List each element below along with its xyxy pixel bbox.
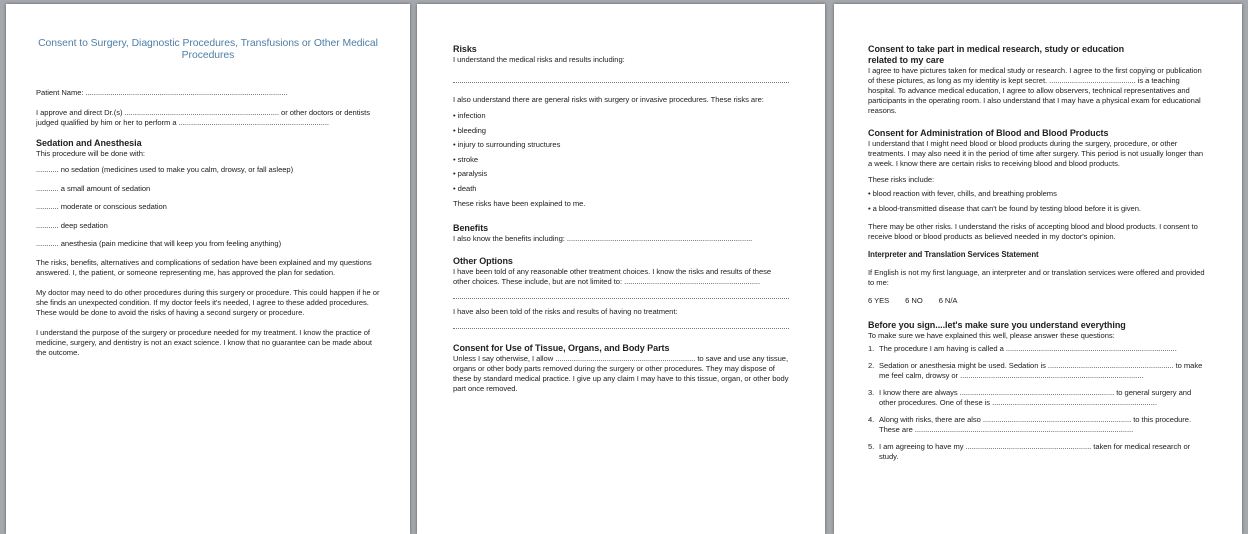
benefits-heading: Benefits <box>453 222 489 233</box>
risks-intro: I understand the medical risks and results including: <box>453 55 625 64</box>
interpreter-options <box>868 296 1208 306</box>
risk-item: • bleeding <box>453 125 486 135</box>
fill-in-line <box>453 75 789 83</box>
question-item <box>868 442 1208 462</box>
option-yes: 6 YES <box>868 295 890 305</box>
question-text: Along with risks, there are also ........................................................................ to this procedure. These are .......................................................................................................... <box>879 414 1192 434</box>
purpose-paragraph: I understand the purpose of the surgery or procedure needed for my treatment. I know the practice of medicine, surgery, and dentistry is not an exact science. I know that no guarantee can be made about the outcome. <box>36 327 372 357</box>
before-you-sign-intro: To make sure we have explained this well, please answer these questions: <box>868 330 1115 340</box>
question-number: 2. <box>868 360 875 370</box>
risk-item: • paralysis <box>453 169 488 179</box>
risk-item: • death <box>453 183 477 193</box>
research-text: I agree to have pictures taken for medical study or research. I agree to the first copying or publication of these pictures, as long as my identity is kept secret. .......................................... is a teaching hospital. To advance medical education, I agree to allow observers, technical representatives and participants in the operating room. I also understand that I may have a physical exam for educational reasons. <box>868 66 1202 115</box>
before-you-sign-heading: Before you sign....let's make sure you understand everything <box>868 319 1126 330</box>
question-text: The procedure I am having is called a ................................................................................... <box>879 343 1177 353</box>
question-text: I know there are always ........................................................................... to general surgery and other procedures. One of these is ................................................................................ <box>879 387 1192 407</box>
research-heading-cont: related to my care <box>868 55 945 65</box>
blood-risk-item: • blood reaction with fever, chills, and breathing problems <box>868 189 1057 198</box>
option-na: 6 N/A <box>938 295 958 305</box>
document-page-2 <box>417 4 825 534</box>
document-page-3 <box>834 4 1242 534</box>
option-no: 6 NO <box>905 295 923 305</box>
blood-consent-text: I understand that I might need blood or blood products during the surgery, procedure, or other treatments. I may also need it in the period of time after surgery. This period is not usually longer than a week. I know there are certain risks to receiving blood and blood products. <box>868 139 1204 168</box>
sedation-option: ........... no sedation (medicines used to make you calm, drowsy, or fall asleep) <box>36 165 294 174</box>
other-options-heading: Other Options <box>453 255 513 266</box>
question-text: Sedation or anesthesia might be used. Sedation is ............................................................. to make me feel calm, drowsy or ......................................................................................... <box>879 360 1203 380</box>
tissue-consent-text: Unless I say otherwise, I allow .................................................................... to save and use any tissue, organs or other body parts removed during the surgery or other procedures. They may dispose of these by standard medical practice. I give up any claim I may have to this tissue, organ, or other body part once removed. <box>453 353 789 393</box>
blood-risk-item: • a blood-transmitted disease that can't be found by testing blood before it is given. <box>868 203 1141 213</box>
question-item <box>868 344 1208 354</box>
sedation-options-list <box>36 165 380 249</box>
question-item <box>868 415 1208 435</box>
patient-name-field: Patient Name: .................................................................................................. <box>36 88 288 97</box>
question-item <box>868 388 1208 408</box>
sedation-risks-paragraph: The risks, benefits, alternatives and complications of sedation have been explained and my questions answered. I, the patient, or someone representing me, has approved the plan for sedation. <box>36 257 372 277</box>
questions-list <box>868 344 1208 462</box>
research-heading: Consent to take part in medical research, study or education <box>868 44 1125 54</box>
question-number: 1. <box>868 343 875 353</box>
question-number: 5. <box>868 441 875 451</box>
question-number: 4. <box>868 414 875 424</box>
no-treatment-text: I have also been told of the risks and results of having no treatment: <box>453 306 678 316</box>
other-options-text: I have been told of any reasonable other treatment choices. I know the risks and results of these other choices. These include, but are not limited to: .................................................................. <box>453 266 772 286</box>
question-number: 3. <box>868 387 875 397</box>
document-title: Consent to Surgery, Diagnostic Procedures, Transfusions or Other Medical Procedures <box>38 38 378 61</box>
sedation-option: ........... anesthesia (pain medicine that will keep you from feeling anything) <box>36 239 282 248</box>
approve-doctor-text: I approve and direct Dr.(s) ........................................................................... or other doctors or dentists judged qualified by him or her to perform a ......................................................................... <box>36 108 370 127</box>
blood-consent-heading: Consent for Administration of Blood and Blood Products <box>868 128 1109 138</box>
risks-explained-text: These risks have been explained to me. <box>453 198 586 208</box>
fill-in-line <box>453 321 789 329</box>
question-text: I am agreeing to have my ............................................................. taken for medical research or study. <box>879 441 1191 461</box>
sedation-option: ........... deep sedation <box>36 220 108 230</box>
risks-heading: Risks <box>453 44 477 54</box>
sedation-option: ........... moderate or conscious sedation <box>36 202 167 211</box>
general-risks-text: I also understand there are general risks with surgery or invasive procedures. These risks are: <box>453 95 764 104</box>
sedation-intro: This procedure will be done with: <box>36 149 145 158</box>
risk-item: • infection <box>453 111 486 120</box>
sedation-heading: Sedation and Anesthesia <box>36 138 142 148</box>
document-page-1 <box>6 4 410 534</box>
risk-item: • injury to surrounding structures <box>453 140 561 150</box>
sedation-option: ........... a small amount of sedation <box>36 183 151 193</box>
interpreter-text: If English is not my first language, an interpreter and or translation services were offered and provided to me: <box>868 267 1205 287</box>
blood-other-risks-text: There may be other risks. I understand the risks of accepting blood and blood products. I consent to receive blood or blood products as believed needed in my doctor's opinion. <box>868 221 1198 241</box>
risk-item: • stroke <box>453 154 479 164</box>
question-item <box>868 361 1208 381</box>
additional-procedures-paragraph: My doctor may need to do other procedures during this surgery or procedure. This could happen if he or she finds an unexpected condition. If my doctor feels it's needed, I agree to these added procedures. These would be done to avoid the risks of having a second surgery or procedure. <box>36 287 380 317</box>
benefits-text: I also know the benefits including: .......................................................................................... <box>453 233 753 243</box>
tissue-consent-heading: Consent for Use of Tissue, Organs, and Body Parts <box>453 342 670 353</box>
fill-in-line <box>453 291 789 299</box>
risk-list <box>453 111 789 194</box>
blood-risks-intro: These risks include: <box>868 175 935 184</box>
interpreter-heading: Interpreter and Translation Services Statement <box>868 249 1039 259</box>
